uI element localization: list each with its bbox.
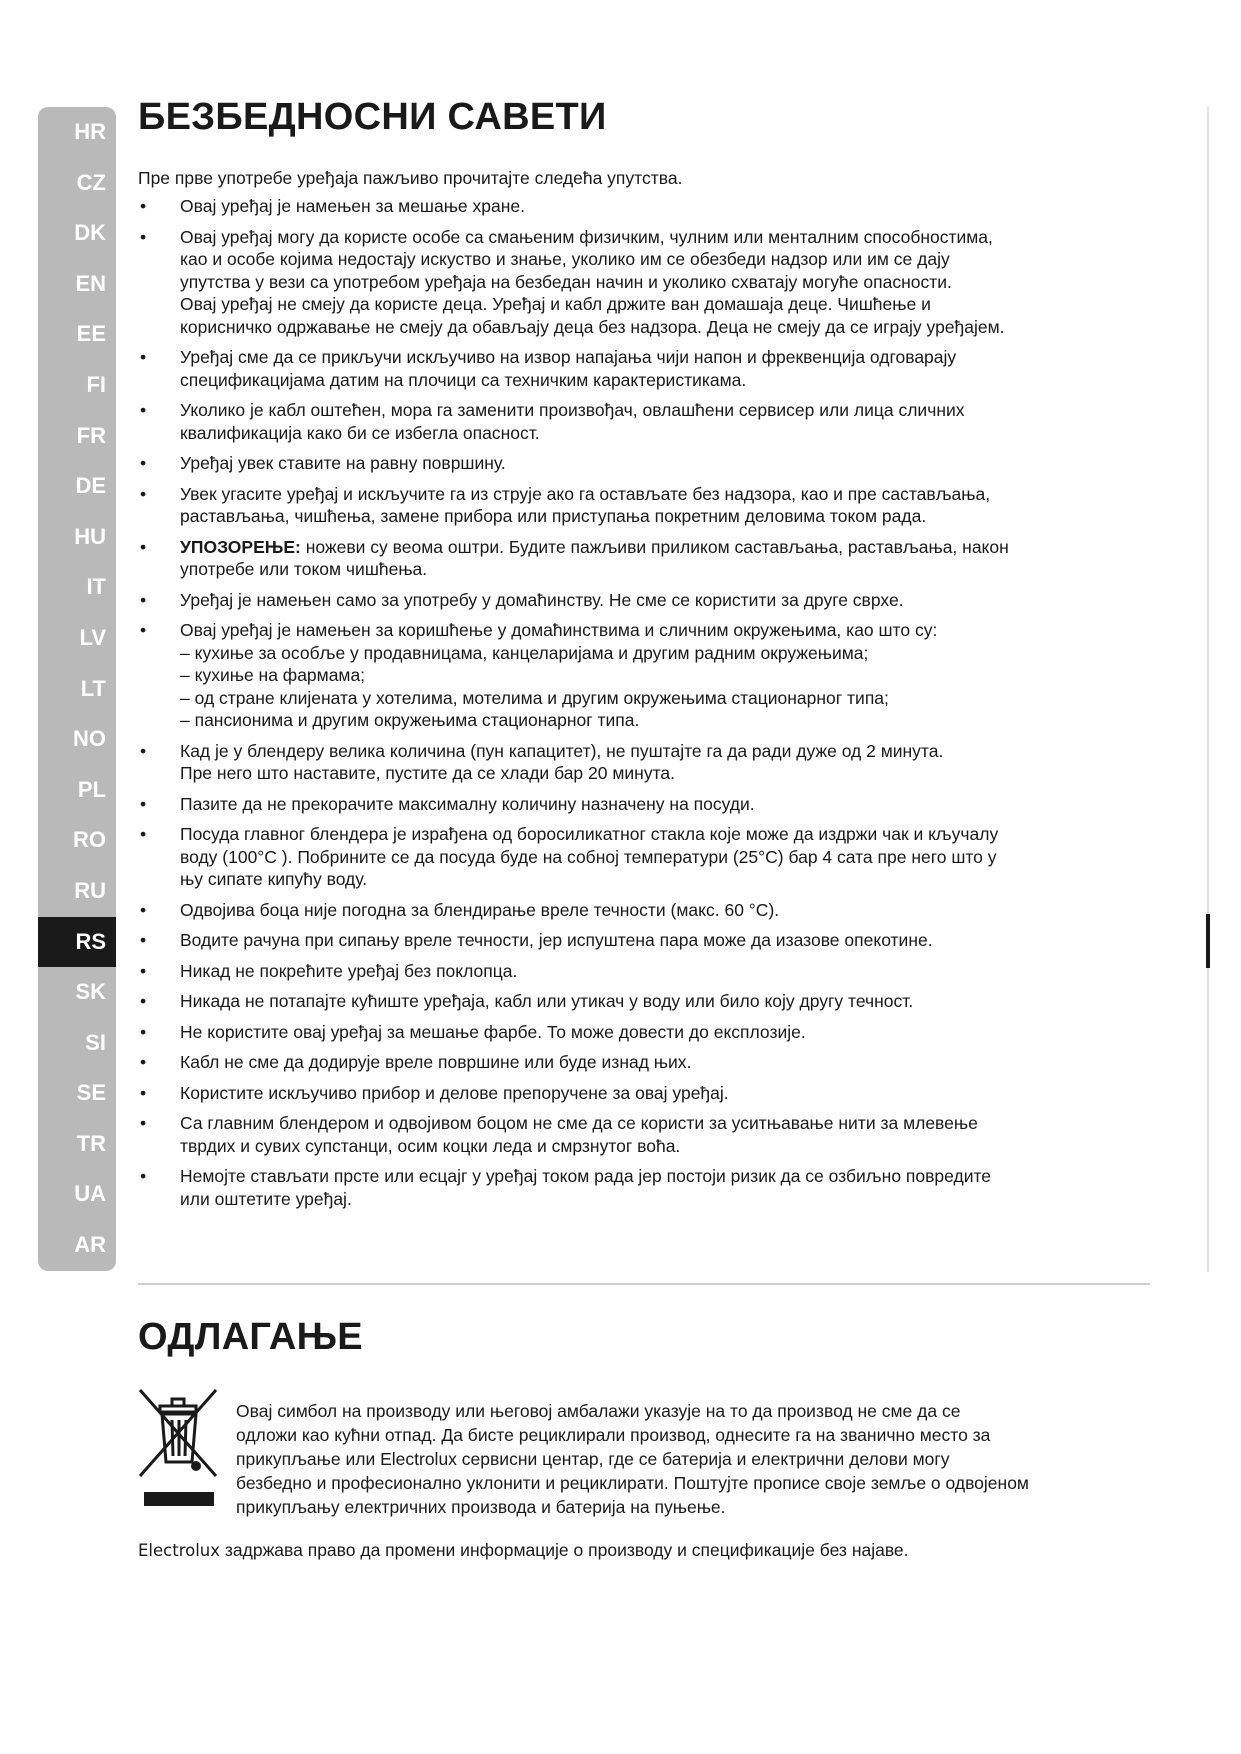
footer-note bbox=[138, 1539, 909, 1562]
bullet-mark: • bbox=[140, 1021, 147, 1042]
bullet-mark: • bbox=[140, 347, 147, 367]
disposal-text bbox=[236, 1399, 1150, 1519]
brand-name: Electrolux bbox=[138, 1541, 221, 1560]
section-divider bbox=[138, 1283, 1150, 1285]
bullet-mark: • bbox=[140, 1082, 147, 1103]
safety-item-line: Кабл не сме да додирује вреле површине или буде изнад њих. bbox=[180, 1052, 692, 1072]
safety-item bbox=[138, 452, 1150, 475]
safety-title: БЕЗБЕДНОСНИ САВЕТИ bbox=[138, 96, 607, 138]
bullet-mark: • bbox=[140, 453, 147, 473]
lang-tab-cz[interactable]: CZ bbox=[76, 169, 106, 195]
safety-item bbox=[138, 1021, 1150, 1044]
bullet-mark: • bbox=[140, 824, 147, 844]
safety-item-line: Увек угасите уређај и искључите га из струје ако га остављате без надзора, као и пре састављања, bbox=[180, 483, 991, 504]
lang-tab-lt[interactable]: LT bbox=[80, 675, 106, 701]
safety-item bbox=[138, 1051, 1150, 1074]
safety-item-line: Овај уређај не смеју да користе деца. Уређај и кабл држите ван домашаја деце. Чишћење и bbox=[180, 294, 931, 314]
lang-tab-dk[interactable]: DK bbox=[74, 220, 106, 246]
safety-item-line: воду (100°C ). Побрините се да посуда буде на собној температури (25°C) бар 4 сата пре него што у bbox=[180, 846, 997, 867]
disposal-line: прикупљање или Electrolux сервисни центар, где се батерија и електрични делови могу bbox=[236, 1449, 950, 1469]
safety-item-line: њу сипате кипућу воду. bbox=[180, 869, 368, 889]
language-tabs bbox=[38, 107, 116, 1271]
safety-item bbox=[138, 960, 1150, 983]
lang-tab-ru[interactable]: RU bbox=[74, 877, 106, 903]
footer-text: задржава право да промени информације о производу и спецификације без најаве. bbox=[220, 1540, 909, 1560]
safety-item-line: – кухиње за особље у продавницама, канцеларијама и другим радним окружењима; bbox=[180, 642, 869, 663]
safety-item bbox=[138, 793, 1150, 816]
safety-item bbox=[138, 399, 1150, 444]
safety-item-line: Овај уређај је намењен за мешање хране. bbox=[180, 196, 525, 216]
safety-item-line: Кад је у блендеру велика количина (пун капацитет), не пуштајте га да ради дуже од 2 минута. bbox=[180, 740, 944, 761]
safety-item-line: корисничко одржавање не смеју да обављају деца без надзора. Деца не смеју да се играју уређајем. bbox=[180, 316, 1005, 337]
safety-intro: Пре прве употребе уређаја пажљиво прочитајте следећа упутства. bbox=[138, 168, 683, 188]
crossed-out-wheelie-bin-icon bbox=[138, 1384, 220, 1506]
bullet-mark: • bbox=[140, 960, 147, 981]
safety-item-line: растављања, чишћења, замене прибора или приступања покретним деловима током рада. bbox=[180, 506, 927, 526]
safety-item bbox=[138, 1112, 1150, 1157]
safety-item-line: Посуда главног блендера је израђена од боросиликатног стакла које може да издржи чак и кључалу bbox=[180, 824, 999, 844]
safety-item bbox=[138, 589, 1150, 612]
safety-item-line: као и особе којима недостају искуство и знање, уколико им се обезбеди надзор или им се дају bbox=[180, 249, 950, 269]
lang-tab-en[interactable]: EN bbox=[75, 270, 106, 296]
bullet-mark: • bbox=[140, 536, 147, 557]
safety-item-line: Никад не покрећите уређај без поклопца. bbox=[180, 960, 518, 981]
safety-item-line: – кухиње на фармама; bbox=[180, 665, 366, 685]
lang-tab-fr[interactable]: FR bbox=[76, 422, 106, 448]
safety-item-line: Одвојива боца није погодна за блендирање вреле течности (макс. 60 °C). bbox=[180, 899, 780, 920]
safety-item-line bbox=[180, 536, 1150, 559]
safety-item-line: – од стране клијената у хотелима, мотелима и другим окружењима стационарног типа; bbox=[180, 687, 889, 708]
lang-tab-hu[interactable]: HU bbox=[74, 523, 106, 549]
safety-item-line: Немојте стављати прсте или есцајг у уређај током рада јер постоји ризик да се озбиљно повредите bbox=[180, 1166, 992, 1186]
safety-item bbox=[138, 195, 1150, 218]
warning-label: УПОЗОРЕЊЕ: bbox=[180, 536, 301, 557]
safety-item-line: упутства у вези са употребом уређаја на безбедан начин и уколико схватају могуће опасности. bbox=[180, 271, 952, 292]
disposal-line: прикупљању електричних производа и батерија на пуњење. bbox=[236, 1497, 726, 1517]
safety-item-line: Уређај увек ставите на равну површину. bbox=[180, 453, 506, 473]
safety-item bbox=[138, 1082, 1150, 1105]
safety-item bbox=[138, 929, 1150, 952]
bullet-mark: • bbox=[140, 483, 147, 504]
lang-tab-ua[interactable]: UA bbox=[74, 1181, 106, 1207]
lang-tab-ro[interactable]: RO bbox=[73, 827, 106, 853]
page-edge-marker bbox=[1206, 914, 1210, 968]
safety-item-line: или оштетите уређај. bbox=[180, 1188, 352, 1209]
safety-item-line: Са главним блендером и одвојивом боцом не сме да се користи за уситњавање нити за млевење bbox=[180, 1113, 978, 1133]
disposal-line: безбедно и професионално уклонити и рециклирати. Поштујте прописе своје земље о одвојеном bbox=[236, 1473, 1029, 1493]
safety-item-line: Пазите да не прекорачите максималну количину назначену на посуди. bbox=[180, 793, 755, 814]
safety-item-line: Уређај сме да се прикључи искључиво на извор напајања чији напон и фреквенција одговарају bbox=[180, 347, 957, 367]
lang-tab-sk[interactable]: SK bbox=[75, 979, 106, 1005]
disposal-section bbox=[138, 1316, 1150, 1517]
lang-tab-de[interactable]: DE bbox=[75, 473, 106, 499]
warning-text: ножеви су веома оштри. Будите пажљиви приликом састављања, растављања, након bbox=[300, 536, 1009, 557]
safety-item-line: спецификацијама датим на плочици са техничким карактеристикама. bbox=[180, 369, 747, 390]
page-edge-rule bbox=[1207, 107, 1209, 1272]
safety-item bbox=[138, 483, 1150, 528]
disposal-line: одложи као кућни отпад. Да бисте рециклирали производ, однесите га на званично место за bbox=[236, 1425, 991, 1445]
lang-tab-lv[interactable]: LV bbox=[79, 624, 106, 650]
safety-section bbox=[138, 96, 1150, 1218]
safety-item bbox=[138, 619, 1150, 732]
safety-item-line: квалификација како би се избегла опасност. bbox=[180, 422, 540, 443]
bullet-mark: • bbox=[140, 1113, 147, 1133]
lang-tab-hr[interactable]: HR bbox=[74, 119, 106, 144]
safety-item-line: Никада не потапајте кућиште уређаја, кабл или утикач у воду или било коју другу течност. bbox=[180, 991, 914, 1011]
lang-tab-it[interactable]: IT bbox=[86, 574, 106, 600]
bullet-mark: • bbox=[140, 400, 147, 420]
lang-tab-tr[interactable]: TR bbox=[76, 1130, 106, 1156]
safety-item-line: Пре него што наставите, пустите да се хлади бар 20 минута. bbox=[180, 763, 675, 783]
safety-item-line: – пансионима и другим окружењима стационарног типа. bbox=[180, 710, 640, 730]
bullet-mark: • bbox=[140, 991, 147, 1011]
safety-list bbox=[138, 195, 1150, 1210]
bullet-mark: • bbox=[140, 620, 147, 640]
bullet-mark: • bbox=[140, 793, 147, 814]
lang-tab-pl[interactable]: PL bbox=[77, 776, 106, 802]
lang-tab-si[interactable]: SI bbox=[85, 1029, 106, 1055]
safety-item-line: употребе или током чишћења. bbox=[180, 559, 428, 579]
safety-item bbox=[138, 899, 1150, 922]
bullet-mark: • bbox=[140, 899, 147, 920]
bullet-mark: • bbox=[140, 196, 147, 216]
safety-item bbox=[138, 346, 1150, 391]
safety-item-line: Овај уређај могу да користе особе са смањеним физичким, чулним или менталним способностима, bbox=[180, 226, 993, 247]
disposal-line: Овај симбол на производу или његовој амбалажи указује на то да производ не сме да се bbox=[236, 1401, 961, 1421]
lang-tab-ar[interactable]: AR bbox=[74, 1232, 106, 1258]
safety-item bbox=[138, 990, 1150, 1013]
lang-tab-se[interactable]: SE bbox=[76, 1080, 106, 1106]
safety-item-line: Не користите овај уређај за мешање фарбе. То може довести до експлозије. bbox=[180, 1021, 806, 1042]
lang-tab-ee[interactable]: EE bbox=[76, 321, 106, 347]
bullet-mark: • bbox=[140, 740, 147, 761]
safety-item-line: Уређај је намењен само за употребу у домаћинству. Не сме се користити за друге сврхе. bbox=[180, 589, 904, 610]
lang-tab-no[interactable]: NO bbox=[73, 726, 106, 752]
bullet-mark: • bbox=[140, 226, 147, 247]
bullet-mark: • bbox=[140, 1166, 147, 1186]
safety-item bbox=[138, 740, 1150, 785]
safety-item-line: тврдих и сувих супстанци, осим коцки леда и смрзнутог воћа. bbox=[180, 1135, 681, 1156]
bullet-mark: • bbox=[140, 1052, 147, 1072]
safety-item-line: Овај уређај је намењен за коришћење у домаћинствима и сличним окружењима, као што су: bbox=[180, 620, 938, 640]
safety-item bbox=[138, 226, 1150, 339]
disposal-title: ОДЛАГАЊЕ bbox=[138, 1316, 363, 1358]
bullet-mark: • bbox=[140, 930, 147, 950]
safety-item bbox=[138, 823, 1150, 891]
lang-tab-fi[interactable]: FI bbox=[86, 371, 106, 397]
bullet-mark: • bbox=[140, 589, 147, 610]
safety-item bbox=[138, 1165, 1150, 1210]
safety-item-line: Водите рачуна при сипању вреле течности, јер испуштена пара може да изазове опекотине. bbox=[180, 930, 933, 950]
lang-tab-rs[interactable]: RS bbox=[38, 917, 116, 968]
safety-item-line: Уколико је кабл оштећен, мора га заменити произвођач, овлашћени сервисер или лица сличних bbox=[180, 400, 965, 420]
safety-item bbox=[138, 536, 1150, 581]
safety-item-line: Користите искључиво прибор и делове препоручене за овај уређај. bbox=[180, 1082, 729, 1103]
